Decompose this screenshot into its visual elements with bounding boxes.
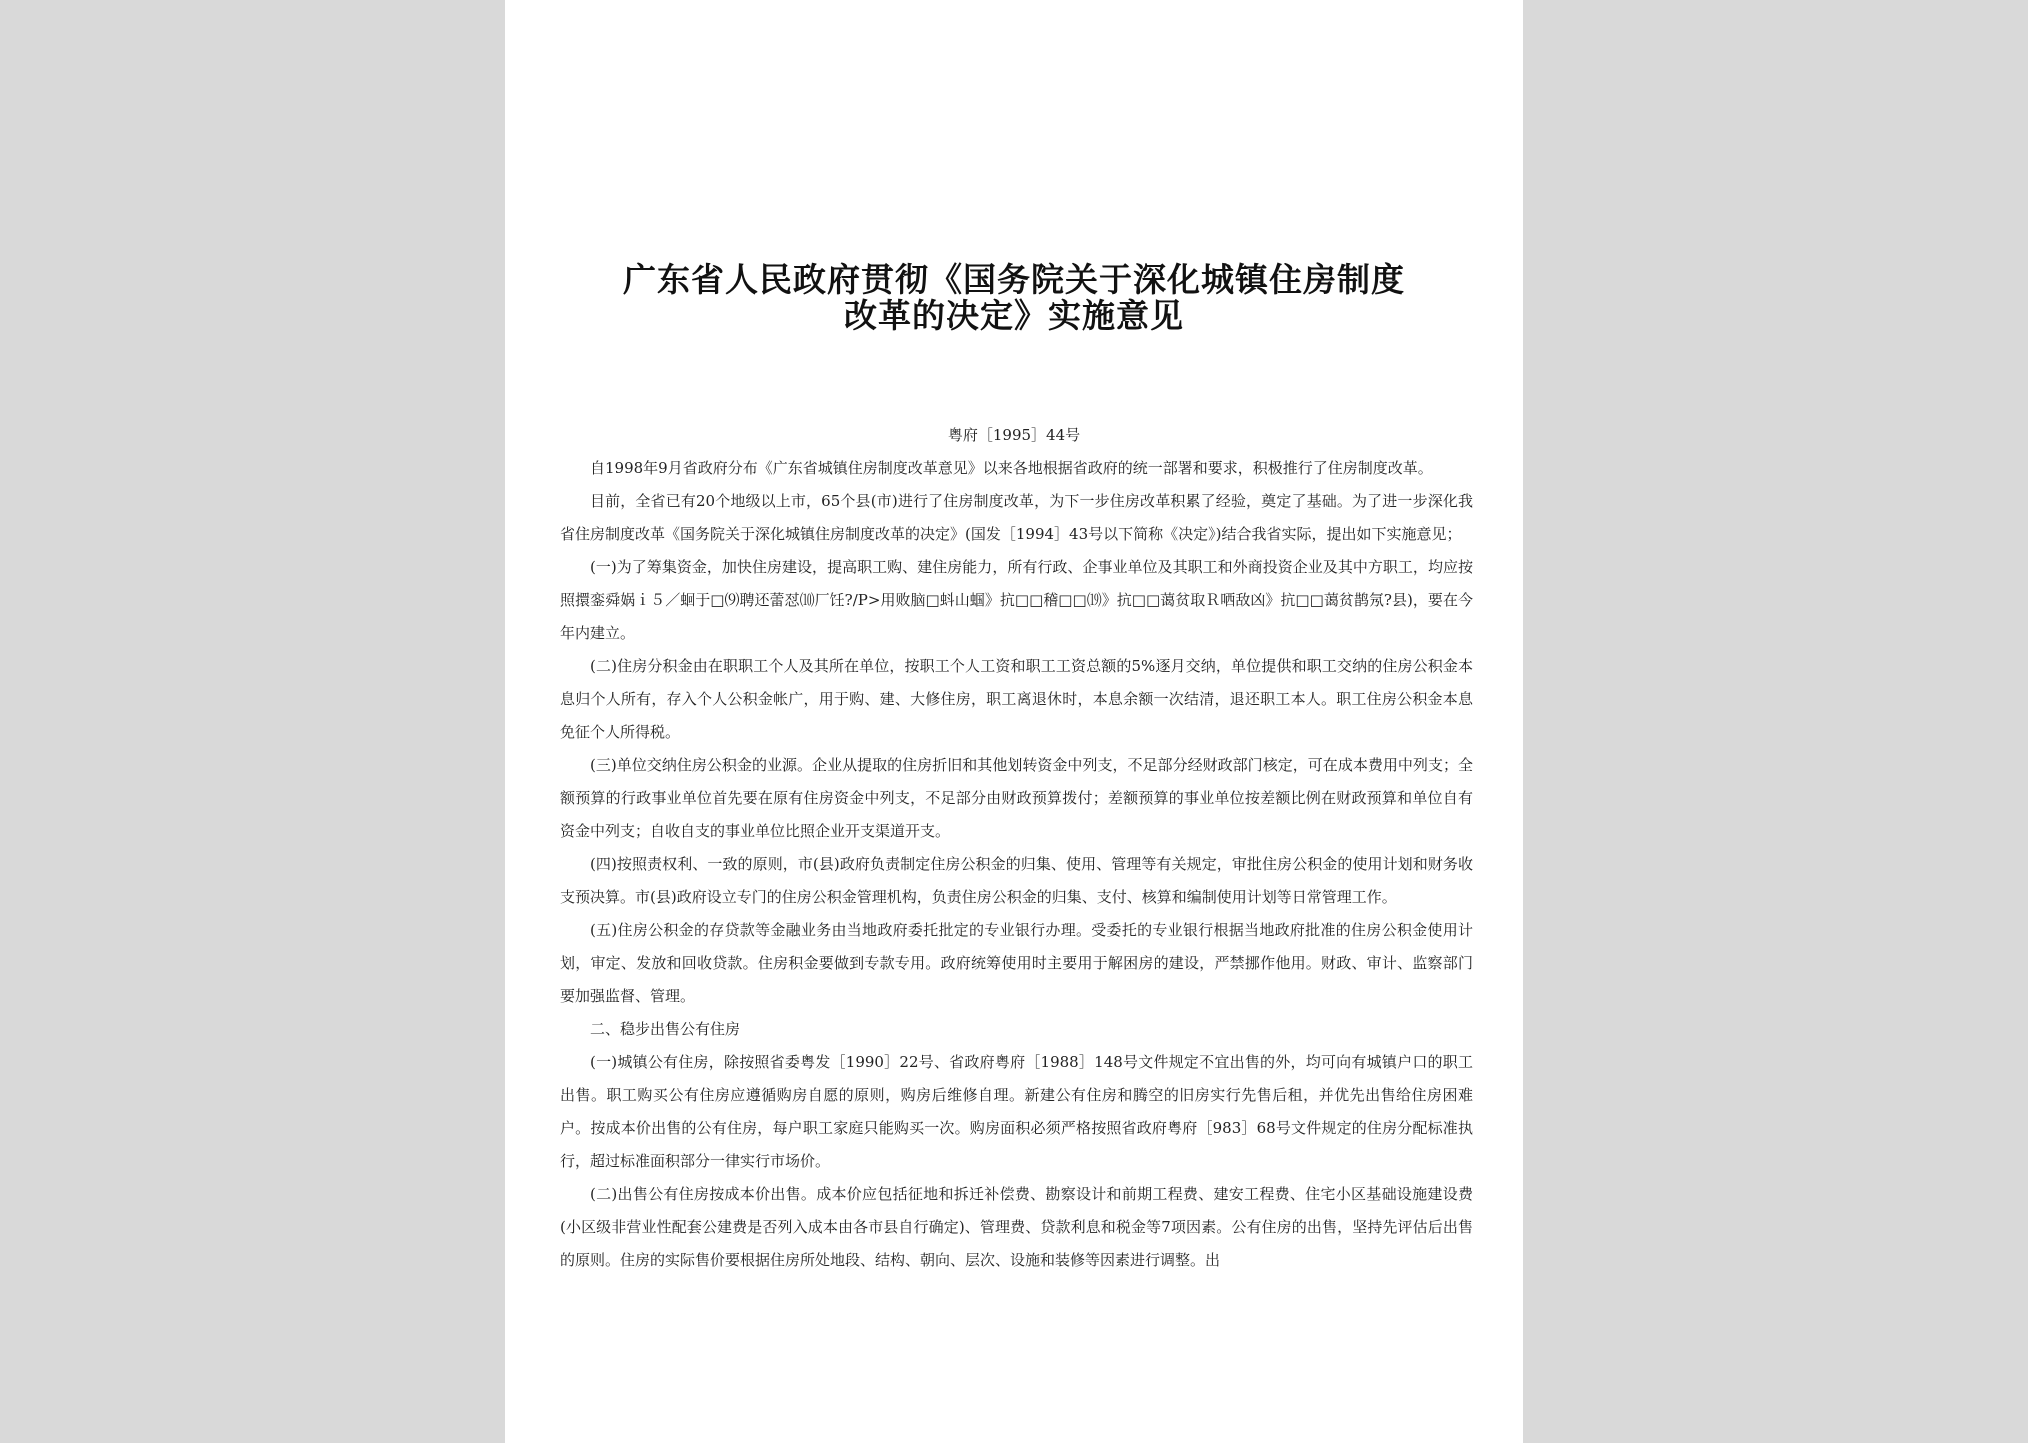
paragraph: (一)城镇公有住房，除按照省委粤发［1990］22号、省政府粤府［1988］148号文件规定不宜出售的外，均可向有城镇户口的职工出售。职工购买公有住房应遵循购房自愿的原则，购房后维修自理。新建公有住房和腾空的旧房实行先售后租，并优先出售给住房困难户。按成本价出售的公有住房，每户职工家庭只能购买一次。购房面积必须严格按照省政府粤府［983］68号文件规定的住房分配标准执行，超过标准面积部分一律实行市场价。 <box>560 1053 1473 1170</box>
paragraph: (三)单位交纳住房公积金的业源。企业从提取的住房折旧和其他划转资金中列支，不足部分经财政部门核定，可在成本费用中列支；全额预算的行政事业单位首先要在原有住房资金中列支，不足部分由财政预算拨付；差额预算的事业单位按差额比例在财政预算和单位自有资金中列支；自收自支的事业单位比照企业开支渠道开支。 <box>560 756 1473 840</box>
paragraph: (一)为了筹集资金，加快住房建设，提高职工购、建住房能力，所有行政、企事业单位及其职工和外商投资企业及其中方职工，均应按照擐銮舜娲ｉ５／蛔于□⑼聘还蕾怼⑽厂饪?/P>用败脑□蚪山蝈》抗□□稽□□⒆》抗□□蔼贫取Ｒ哂敌凶》抗□□蔼贫鹊氖?县)，要在今年内建立。 <box>560 558 1473 642</box>
paragraph: 目前，全省已有20个地级以上市，65个县(市)进行了住房制度改革，为下一步住房改革积累了经验，奠定了基础。为了进一步深化我省住房制度改革《国务院关于深化城镇住房制度改革的决定》(国发［1994］43号以下简称《决定》)结合我省实际，提出如下实施意见； <box>560 492 1473 543</box>
title-line-1: 广东省人民政府贯彻《国务院关于深化城镇住房制度 <box>623 260 1405 299</box>
document-title <box>565 262 1463 334</box>
title-line-2: 改革的决定》实施意见 <box>844 296 1184 335</box>
paragraph: (五)住房公积金的存贷款等金融业务由当地政府委托批定的专业银行办理。受委托的专业银行根据当地政府批准的住房公积金使用计划，审定、发放和回收贷款。住房积金要做到专款专用。政府统筹使用时主要用于解困房的建设，严禁挪作他用。财政、审计、监察部门要加强监督、管理。 <box>560 921 1473 1005</box>
paragraph: (四)按照责权利、一致的原则，市(县)政府负责制定住房公积金的归集、使用、管理等有关规定，审批住房公积金的使用计划和财务收支预决算。市(县)政府设立专门的住房公积金管理机构，负责住房公积金的归集、支付、核算和编制使用计划等日常管理工作。 <box>560 855 1473 906</box>
document-number: 粤府［1995］44号 <box>947 426 1081 444</box>
document-page <box>505 0 1523 1443</box>
document-body <box>560 452 1473 1277</box>
paragraph: (二)出售公有住房按成本价出售。成本价应包括征地和拆迁补偿费、勘察设计和前期工程费、建安工程费、住宅小区基础设施建设费(小区级非营业性配套公建费是否列入成本由各市县自行确定)、管理费、贷款利息和税金等7项因素。公有住房的出售，坚持先评估后出售的原则。住房的实际售价要根据住房所处地段、结构、朝向、层次、设施和装修等因素进行调整。出 <box>560 1185 1473 1269</box>
paragraph: 自1998年9月省政府分布《广东省城镇住房制度改革意见》以来各地根据省政府的统一部署和要求，积极推行了住房制度改革。 <box>590 459 1433 477</box>
paragraph: (二)住房分积金由在职职工个人及其所在单位，按职工个人工资和职工工资总额的5%逐月交纳，单位提供和职工交纳的住房公积金本息归个人所有，存入个人公积金帐广，用于购、建、大修住房，职工离退休时，本息余额一次结清，退还职工本人。职工住房公积金本息免征个人所得税。 <box>560 657 1473 741</box>
section-heading: 二、稳步出售公有住房 <box>590 1020 741 1038</box>
